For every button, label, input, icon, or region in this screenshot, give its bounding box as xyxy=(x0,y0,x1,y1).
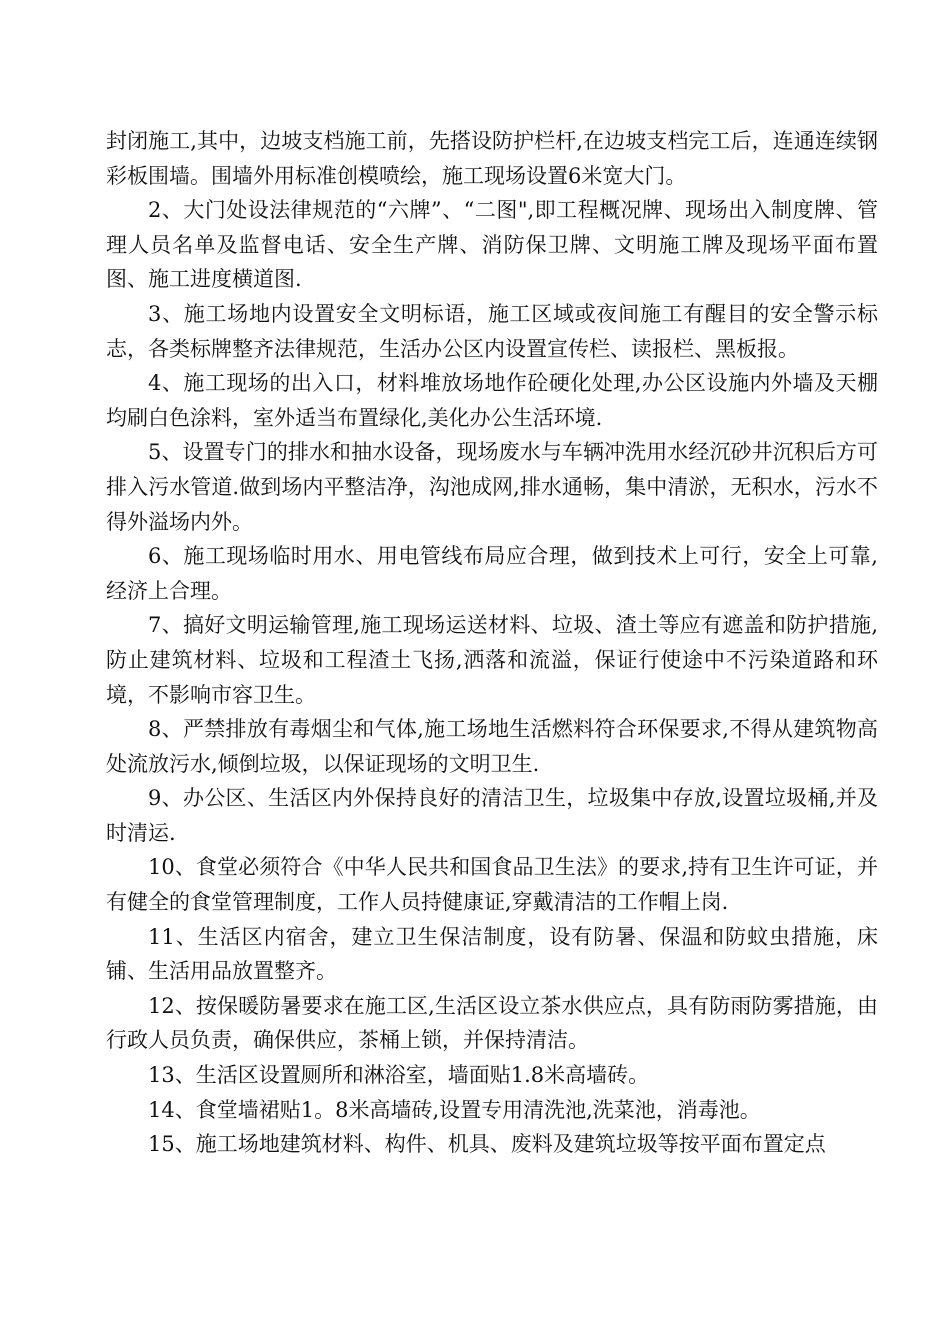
paragraph-3: 3、施工场地内设置安全文明标语，施工区域或夜间施工有醒目的安全警示标志，各类标牌整齐法律规范，生活办公区内设置宣传栏、读报栏、黑板报。 xyxy=(106,301,878,361)
paragraph-10: 10、食堂必须符合《中华人民共和国食品卫生法》的要求,持有卫生许可证，并有健全的食堂管理制度，工作人员持健康证,穿戴清洁的工作帽上岗. xyxy=(106,855,878,915)
paragraph-14: 14、食堂墙裙贴1。8米高墙砖,设置专用清洗池,洗菜池，消毒池。 xyxy=(148,1097,761,1122)
paragraph-12: 12、按保暖防暑要求在施工区,生活区设立茶水供应点，具有防雨防雾措施，由行政人员负责，确保供应，茶桶上锁，并保持清洁。 xyxy=(106,993,878,1053)
paragraph-6: 6、施工现场临时用水、用电管线布局应合理，做到技术上可行，安全上可靠,经济上合理。 xyxy=(106,544,878,603)
paragraph-15: 15、施工场地建筑材料、构件、机具、废料及建筑垃圾等按平面布置定点 xyxy=(148,1132,826,1157)
paragraph-5: 5、设置专门的排水和抽水设备，现场废水与车辆冲洗用水经沉砂井沉积后方可排入污水管道.做到场内平整洁净，沟池成网,排水通畅，集中清淤，无积水，污水不得外溢场内外。 xyxy=(106,440,878,534)
paragraph-1: 封闭施工,其中，边坡支档施工前，先搭设防护栏杆,在边坡支档完工后，连通连续钢彩板围墙。围墙外用标准创模喷绘，施工现场设置6米宽大门。 xyxy=(106,129,878,188)
paragraph-2: 2、大门处设法律规范的“六牌”、“二图",即工程概况牌、现场出入制度牌、管理人员名单及监督电话、安全生产牌、消防保卫牌、文明施工牌及现场平面布置图、施工进度横道图. xyxy=(106,198,878,292)
document-body xyxy=(106,124,878,1162)
paragraph-7: 7、搞好文明运输管理,施工现场运送材料、垃圾、渣土等应有遮盖和防护措施,防止建筑材料、垃圾和工程渣土飞扬,洒落和流溢，保证行使途中不污染道路和环境，不影响市容卫生。 xyxy=(106,613,878,707)
paragraph-8: 8、严禁排放有毒烟尘和气体,施工场地生活燃料符合环保要求,不得从建筑物高处流放污水,倾倒垃圾，以保证现场的文明卫生. xyxy=(106,717,878,776)
paragraph-11: 11、生活区内宿舍，建立卫生保洁制度，设有防暑、保温和防蚊虫措施，床铺、生活用品放置整齐。 xyxy=(106,924,878,984)
paragraph-4: 4、施工现场的出入口，材料堆放场地作砼硬化处理,办公区设施内外墙及天棚均刷白色涂料，室外适当布置绿化,美化办公生活环境. xyxy=(106,371,878,430)
paragraph-13: 13、生活区设置厕所和淋浴室，墙面贴1.8米高墙砖。 xyxy=(148,1063,650,1088)
paragraph-9: 9、办公区、生活区内外保持良好的清洁卫生，垃圾集中存放,设置垃圾桶,并及时清运. xyxy=(106,786,878,845)
